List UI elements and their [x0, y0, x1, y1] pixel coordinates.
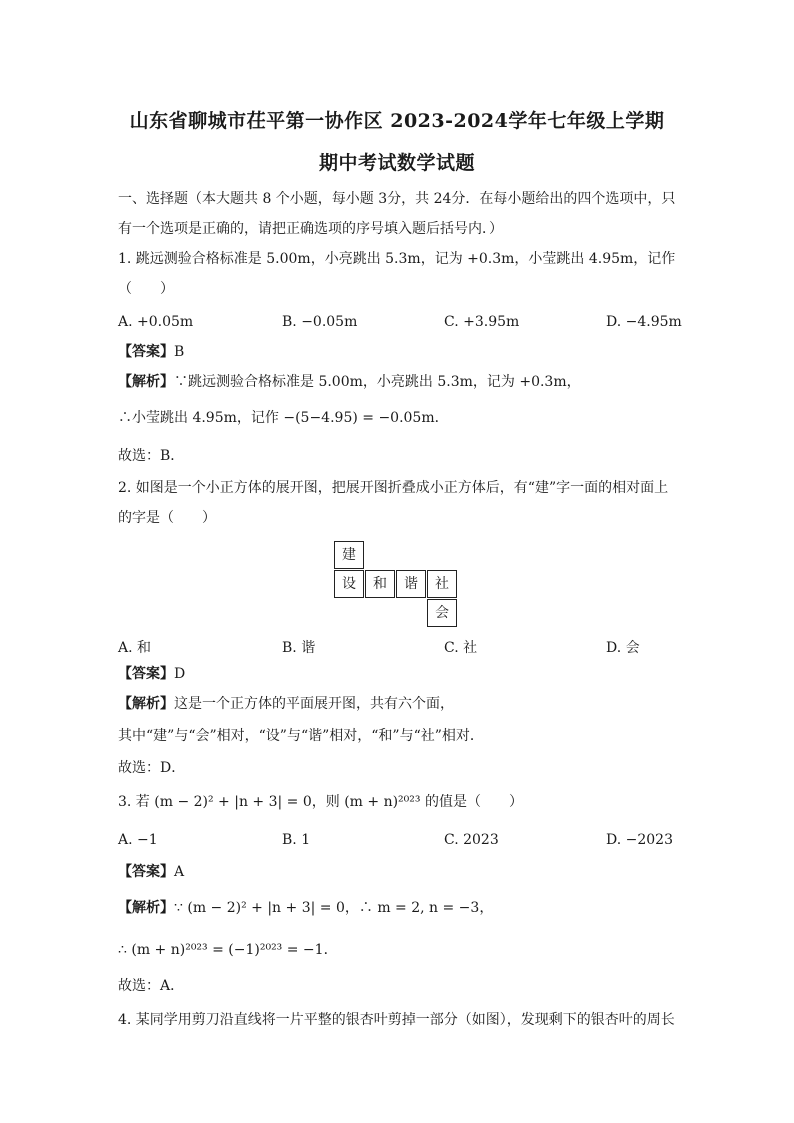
q1-stem-bracket: （ ）	[118, 281, 174, 297]
answer-label: 【答案】	[118, 666, 174, 682]
q2-conclusion: 故选：D．	[118, 760, 186, 776]
q2-stem: 2. 如图是一个小正方体的展开图，把展开图折叠成小正方体后，有“建”字一面的相对面上	[118, 480, 669, 496]
q1-option-d: D. −4.95m	[606, 314, 682, 330]
q3-analysis	[118, 898, 678, 918]
document-title-line1: 山东省聊城市茌平第一协作区 2023-2024学年七年级上学期	[129, 110, 665, 132]
q3-option-a: A. −1	[118, 832, 158, 848]
net-cell-top: 建	[334, 541, 364, 569]
answer-value: A	[174, 864, 185, 880]
q3-stem: 3. 若 (m − 2)² + |n + 3| = 0，则 (m + n)²⁰²³ 的值是（ ）	[118, 794, 523, 810]
q3-analysis-line2: ∴ (m + n)²⁰²³ = (−1)²⁰²³ = −1．	[118, 942, 338, 958]
answer-value: D	[174, 666, 186, 682]
q1-option-c: C. +3.95m	[444, 314, 520, 330]
analysis-label: 【解析】	[118, 900, 174, 916]
q3-conclusion: 故选：A．	[118, 978, 185, 994]
analysis-text: ∵ (m − 2)² + |n + 3| = 0，∴ m = 2, n = −3，	[174, 900, 494, 916]
section-instructions: 有一个选项是正确的，请把正确选项的序号填入题后括号内．）	[118, 221, 503, 237]
q2-option-b: B. 谐	[282, 640, 316, 656]
q1-analysis	[118, 372, 678, 392]
q2-stem-line2: 的字是（ ）	[118, 510, 216, 526]
net-cell-bottom: 会	[427, 599, 457, 627]
q2-analysis	[118, 694, 678, 714]
q1-stem: 1. 跳远测验合格标准是 5.00m，小亮跳出 5.3m，记为 +0.3m，小莹跳出 4.95m，记作	[118, 251, 676, 267]
cube-net-figure	[334, 541, 458, 629]
analysis-text: 这是一个正方体的平面展开图，共有六个面，	[174, 696, 454, 712]
q2-analysis-line2: 其中“建”与“会”相对，“设”与“谐”相对，“和”与“社”相对．	[118, 728, 484, 744]
q1-analysis-line2: ∴小莹跳出 4.95m，记作 −(5−4.95) = −0.05m．	[118, 410, 449, 426]
answer-label: 【答案】	[118, 864, 174, 880]
net-cell-row-3: 谐	[396, 570, 426, 598]
section-heading: 一、选择题（本大题共 8 个小题，每小题 3分，共 24分．在每小题给出的四个选项中，只	[118, 191, 676, 207]
q2-option-c: C. 社	[444, 640, 478, 656]
q1-answer	[118, 342, 678, 362]
q4-stem: 4. 某同学用剪刀沿直线将一片平整的银杏叶剪掉一部分（如图），发现剩下的银杏叶的周长	[118, 1012, 675, 1028]
analysis-label: 【解析】	[118, 696, 174, 712]
document-title-line2: 期中考试数学试题	[318, 152, 475, 174]
q3-option-c: C. 2023	[444, 832, 499, 848]
q3-option-d: D. −2023	[606, 832, 673, 848]
q2-option-d: D. 会	[606, 640, 640, 656]
answer-label: 【答案】	[118, 344, 174, 360]
q3-answer	[118, 862, 678, 882]
q1-conclusion: 故选：B．	[118, 448, 185, 464]
analysis-text: ∵跳远测验合格标准是 5.00m，小亮跳出 5.3m，记为 +0.3m，	[174, 374, 581, 390]
q1-option-b: B. −0.05m	[282, 314, 358, 330]
net-cell-row-4: 社	[427, 570, 457, 598]
answer-value: B	[174, 344, 185, 360]
net-cell-row-1: 设	[334, 570, 364, 598]
q2-option-a: A. 和	[118, 640, 152, 656]
q3-option-b: B. 1	[282, 832, 311, 848]
q1-option-a: A. +0.05m	[118, 314, 194, 330]
analysis-label: 【解析】	[118, 374, 174, 390]
q2-answer	[118, 664, 678, 684]
net-cell-row-2: 和	[365, 570, 395, 598]
